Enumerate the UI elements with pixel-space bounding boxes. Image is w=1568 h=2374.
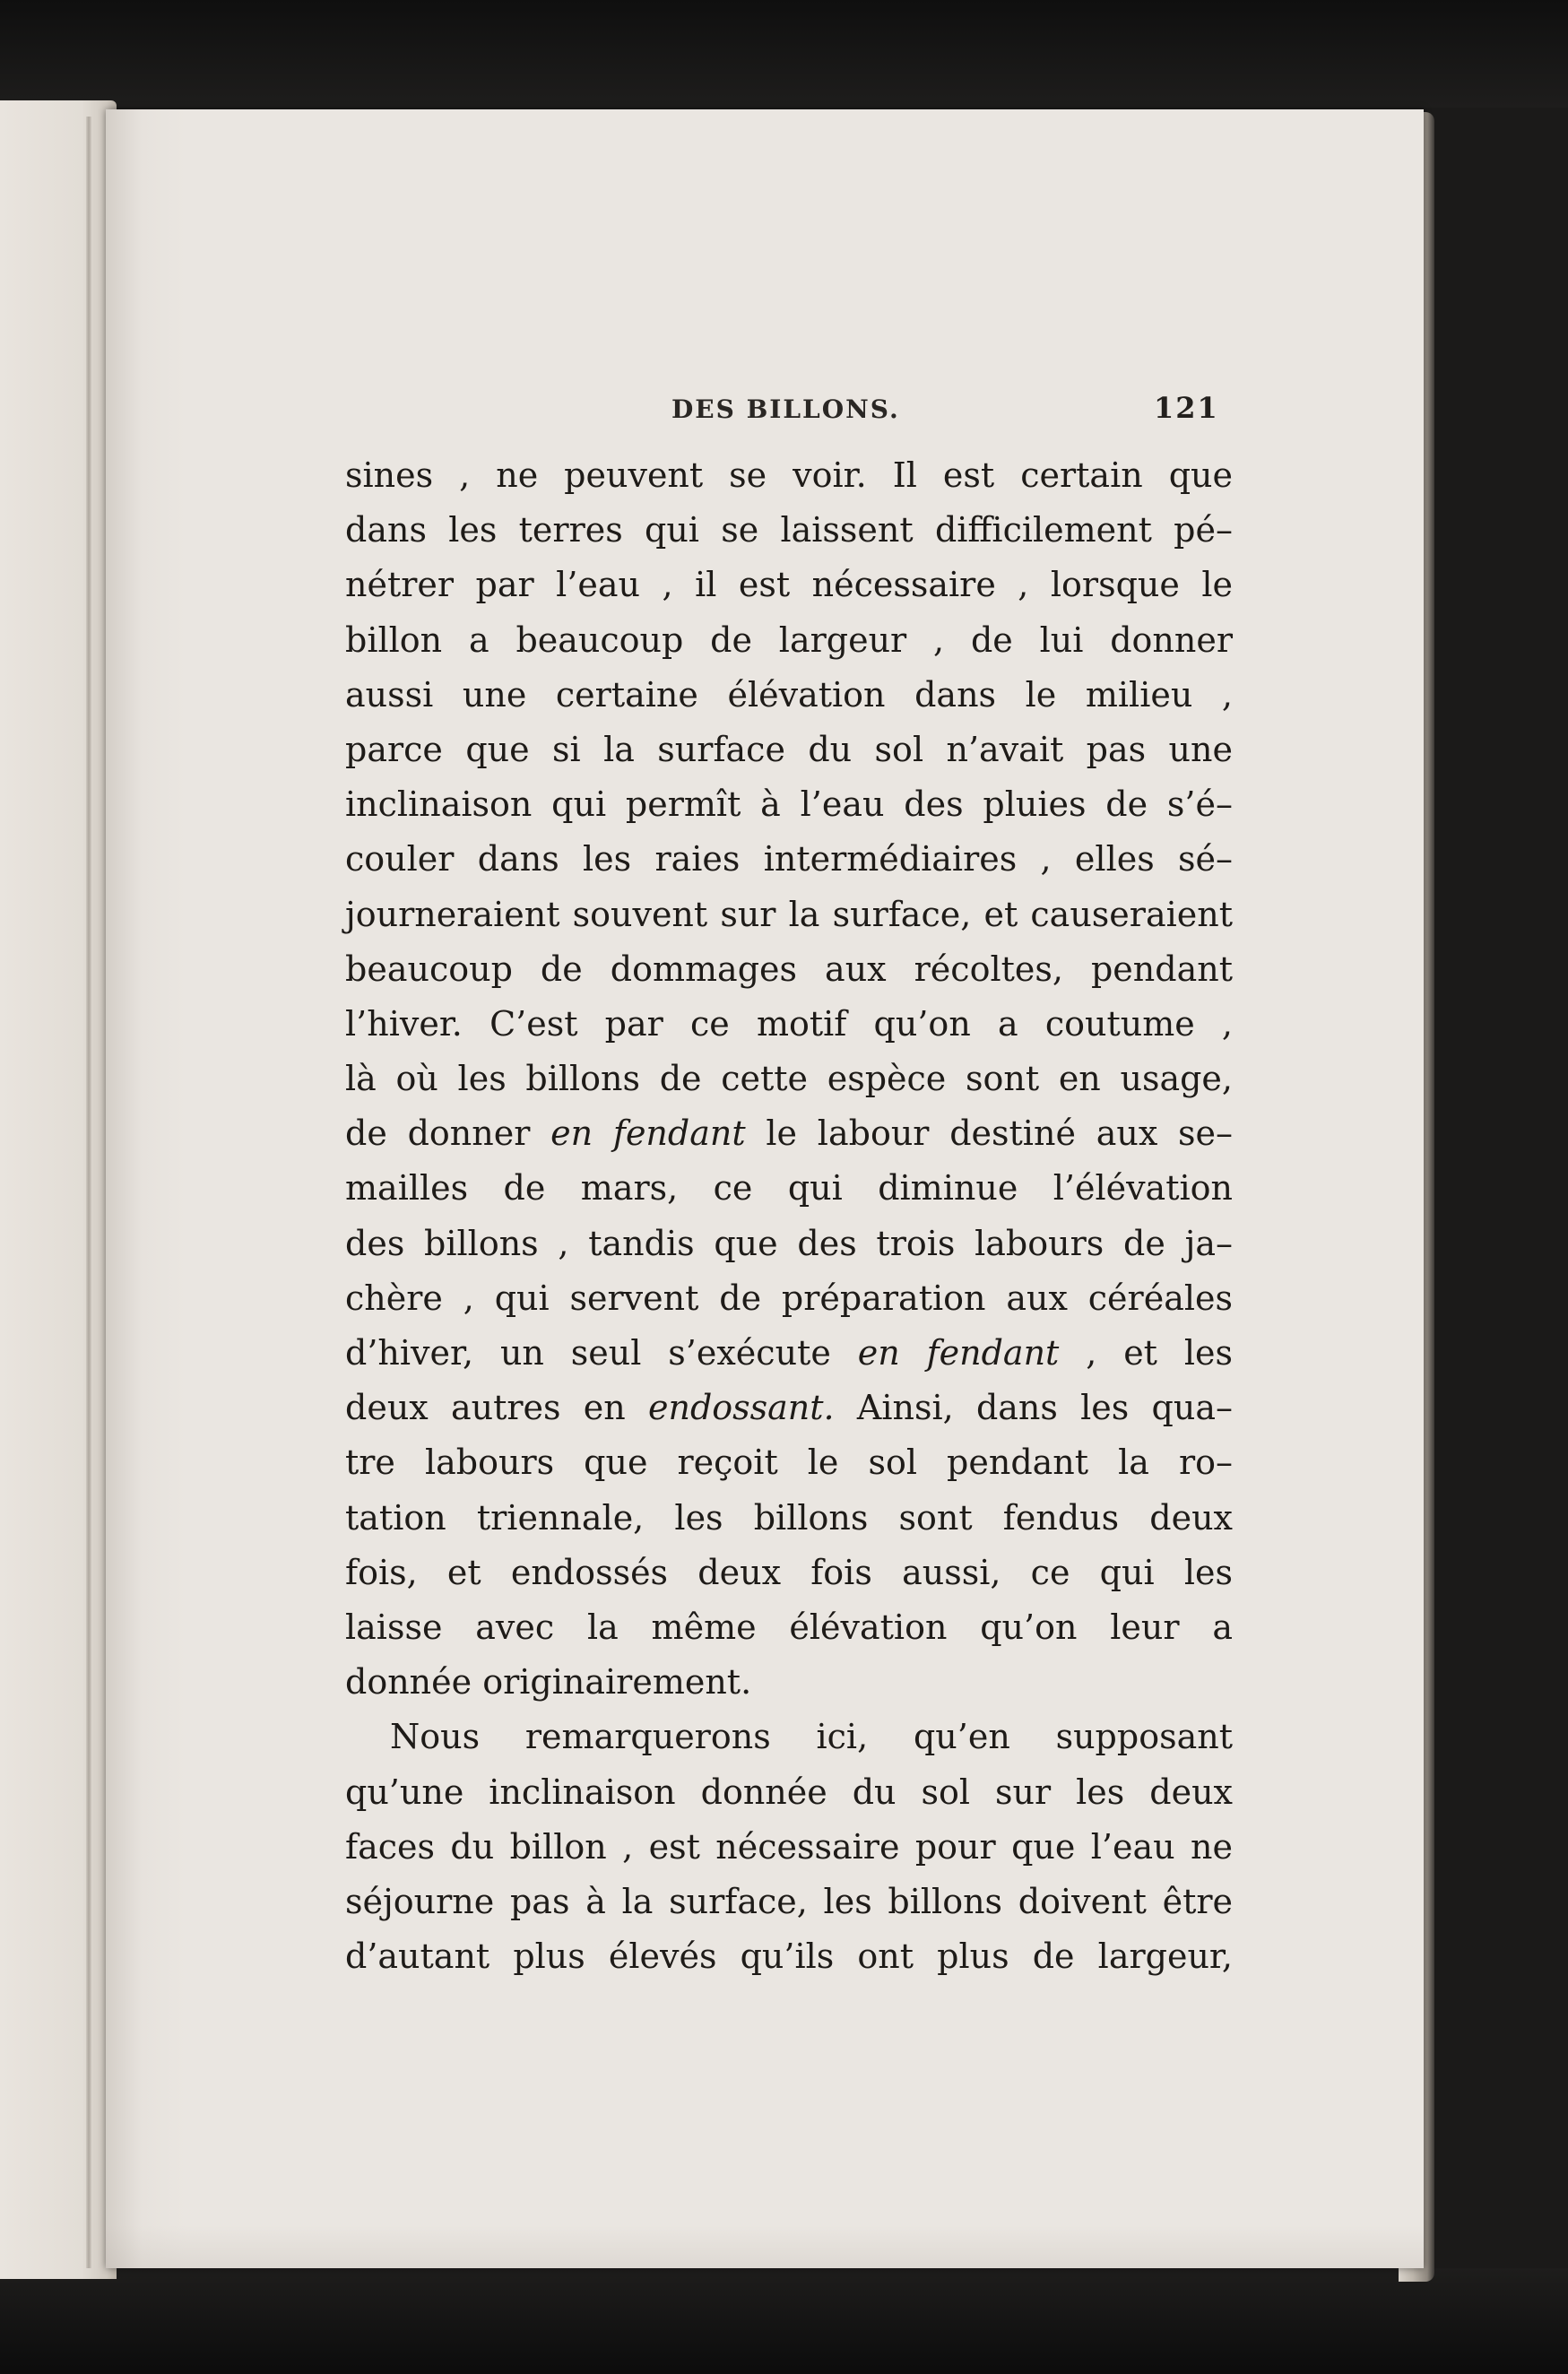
text-line: beaucoup de dommages aux récoltes, pendant [345, 949, 1233, 989]
text-line: Nous remarquerons ici, qu’en supposant [390, 1717, 1233, 1757]
text-line: dans les terres qui se laissent difficilement pé– [345, 510, 1233, 550]
text-line: des billons , tandis que des trois labours de ja– [345, 1223, 1233, 1263]
text-line: d’autant plus élevés qu’ils ont plus de largeur, [345, 1936, 1233, 1977]
text-line [345, 1326, 1233, 1381]
text-line: parce que si la surface du sol n’avait pas une [345, 729, 1233, 769]
text-line: tre labours que reçoit le sol pendant la ro– [345, 1443, 1233, 1483]
text-line [345, 1106, 1233, 1161]
text-line: inclinaison qui permît à l’eau des pluies de s’é– [345, 784, 1233, 825]
scan-background-bottom [0, 2268, 1568, 2374]
text-line: aussi une certaine élévation dans le milieu , [345, 674, 1233, 715]
scan-background-top [0, 0, 1568, 108]
text-segment: , et les [1059, 1333, 1233, 1373]
text-line: laisse avec la même élévation qu’on leur a [345, 1607, 1233, 1647]
previous-page-edge [0, 100, 117, 2279]
body-text [345, 448, 1233, 1984]
text-segment: Ainsi, dans les qua– [834, 1388, 1233, 1428]
text-line: séjourne pas à la surface, les billons doivent être [345, 1881, 1233, 1921]
text-line: là où les billons de cette espèce sont en usage, [345, 1059, 1233, 1099]
text-segment: deux autres en [345, 1388, 648, 1428]
text-segment: de donner [345, 1113, 551, 1154]
gutter-shadow [86, 117, 91, 2268]
text-line: couler dans les raies intermédiaires , elles sé– [345, 839, 1233, 879]
text-line: faces du billon , est nécessaire pour que l’eau ne [345, 1826, 1233, 1867]
running-head [106, 391, 1424, 430]
text-line: billon a beaucoup de largeur , de lui donner [345, 619, 1233, 660]
text-segment: d’hiver, un seul s’exécute [345, 1333, 858, 1373]
text-line: journeraient souvent sur la surface, et causeraient [345, 894, 1233, 934]
text-line: sines , ne peuvent se voir. Il est certain que [345, 455, 1233, 495]
running-title: DES BILLONS. [671, 394, 900, 424]
text-segment: le labour destiné aux se– [745, 1113, 1234, 1154]
book-page [106, 109, 1424, 2268]
text-line: l’hiver. C’est par ce motif qu’on a coutume , [345, 1003, 1233, 1044]
italic-term: en fendant [550, 1113, 746, 1154]
italic-term: en fendant [857, 1333, 1060, 1373]
italic-term: endossant. [647, 1388, 835, 1428]
text-line: nétrer par l’eau , il est nécessaire , lorsque le [345, 565, 1233, 605]
text-line [345, 1381, 1233, 1435]
text-line: chère , qui servent de préparation aux céréales [345, 1278, 1233, 1318]
text-line: mailles de mars, ce qui diminue l’élévation [345, 1168, 1233, 1209]
text-line: tation triennale, les billons sont fendus deux [345, 1497, 1233, 1538]
page-number: 121 [1154, 391, 1219, 425]
text-line: qu’une inclinaison donnée du sol sur les deux [345, 1772, 1233, 1812]
text-line: fois, et endossés deux fois aussi, ce qui les [345, 1552, 1233, 1592]
text-line: donnée originairement. [345, 1662, 752, 1703]
